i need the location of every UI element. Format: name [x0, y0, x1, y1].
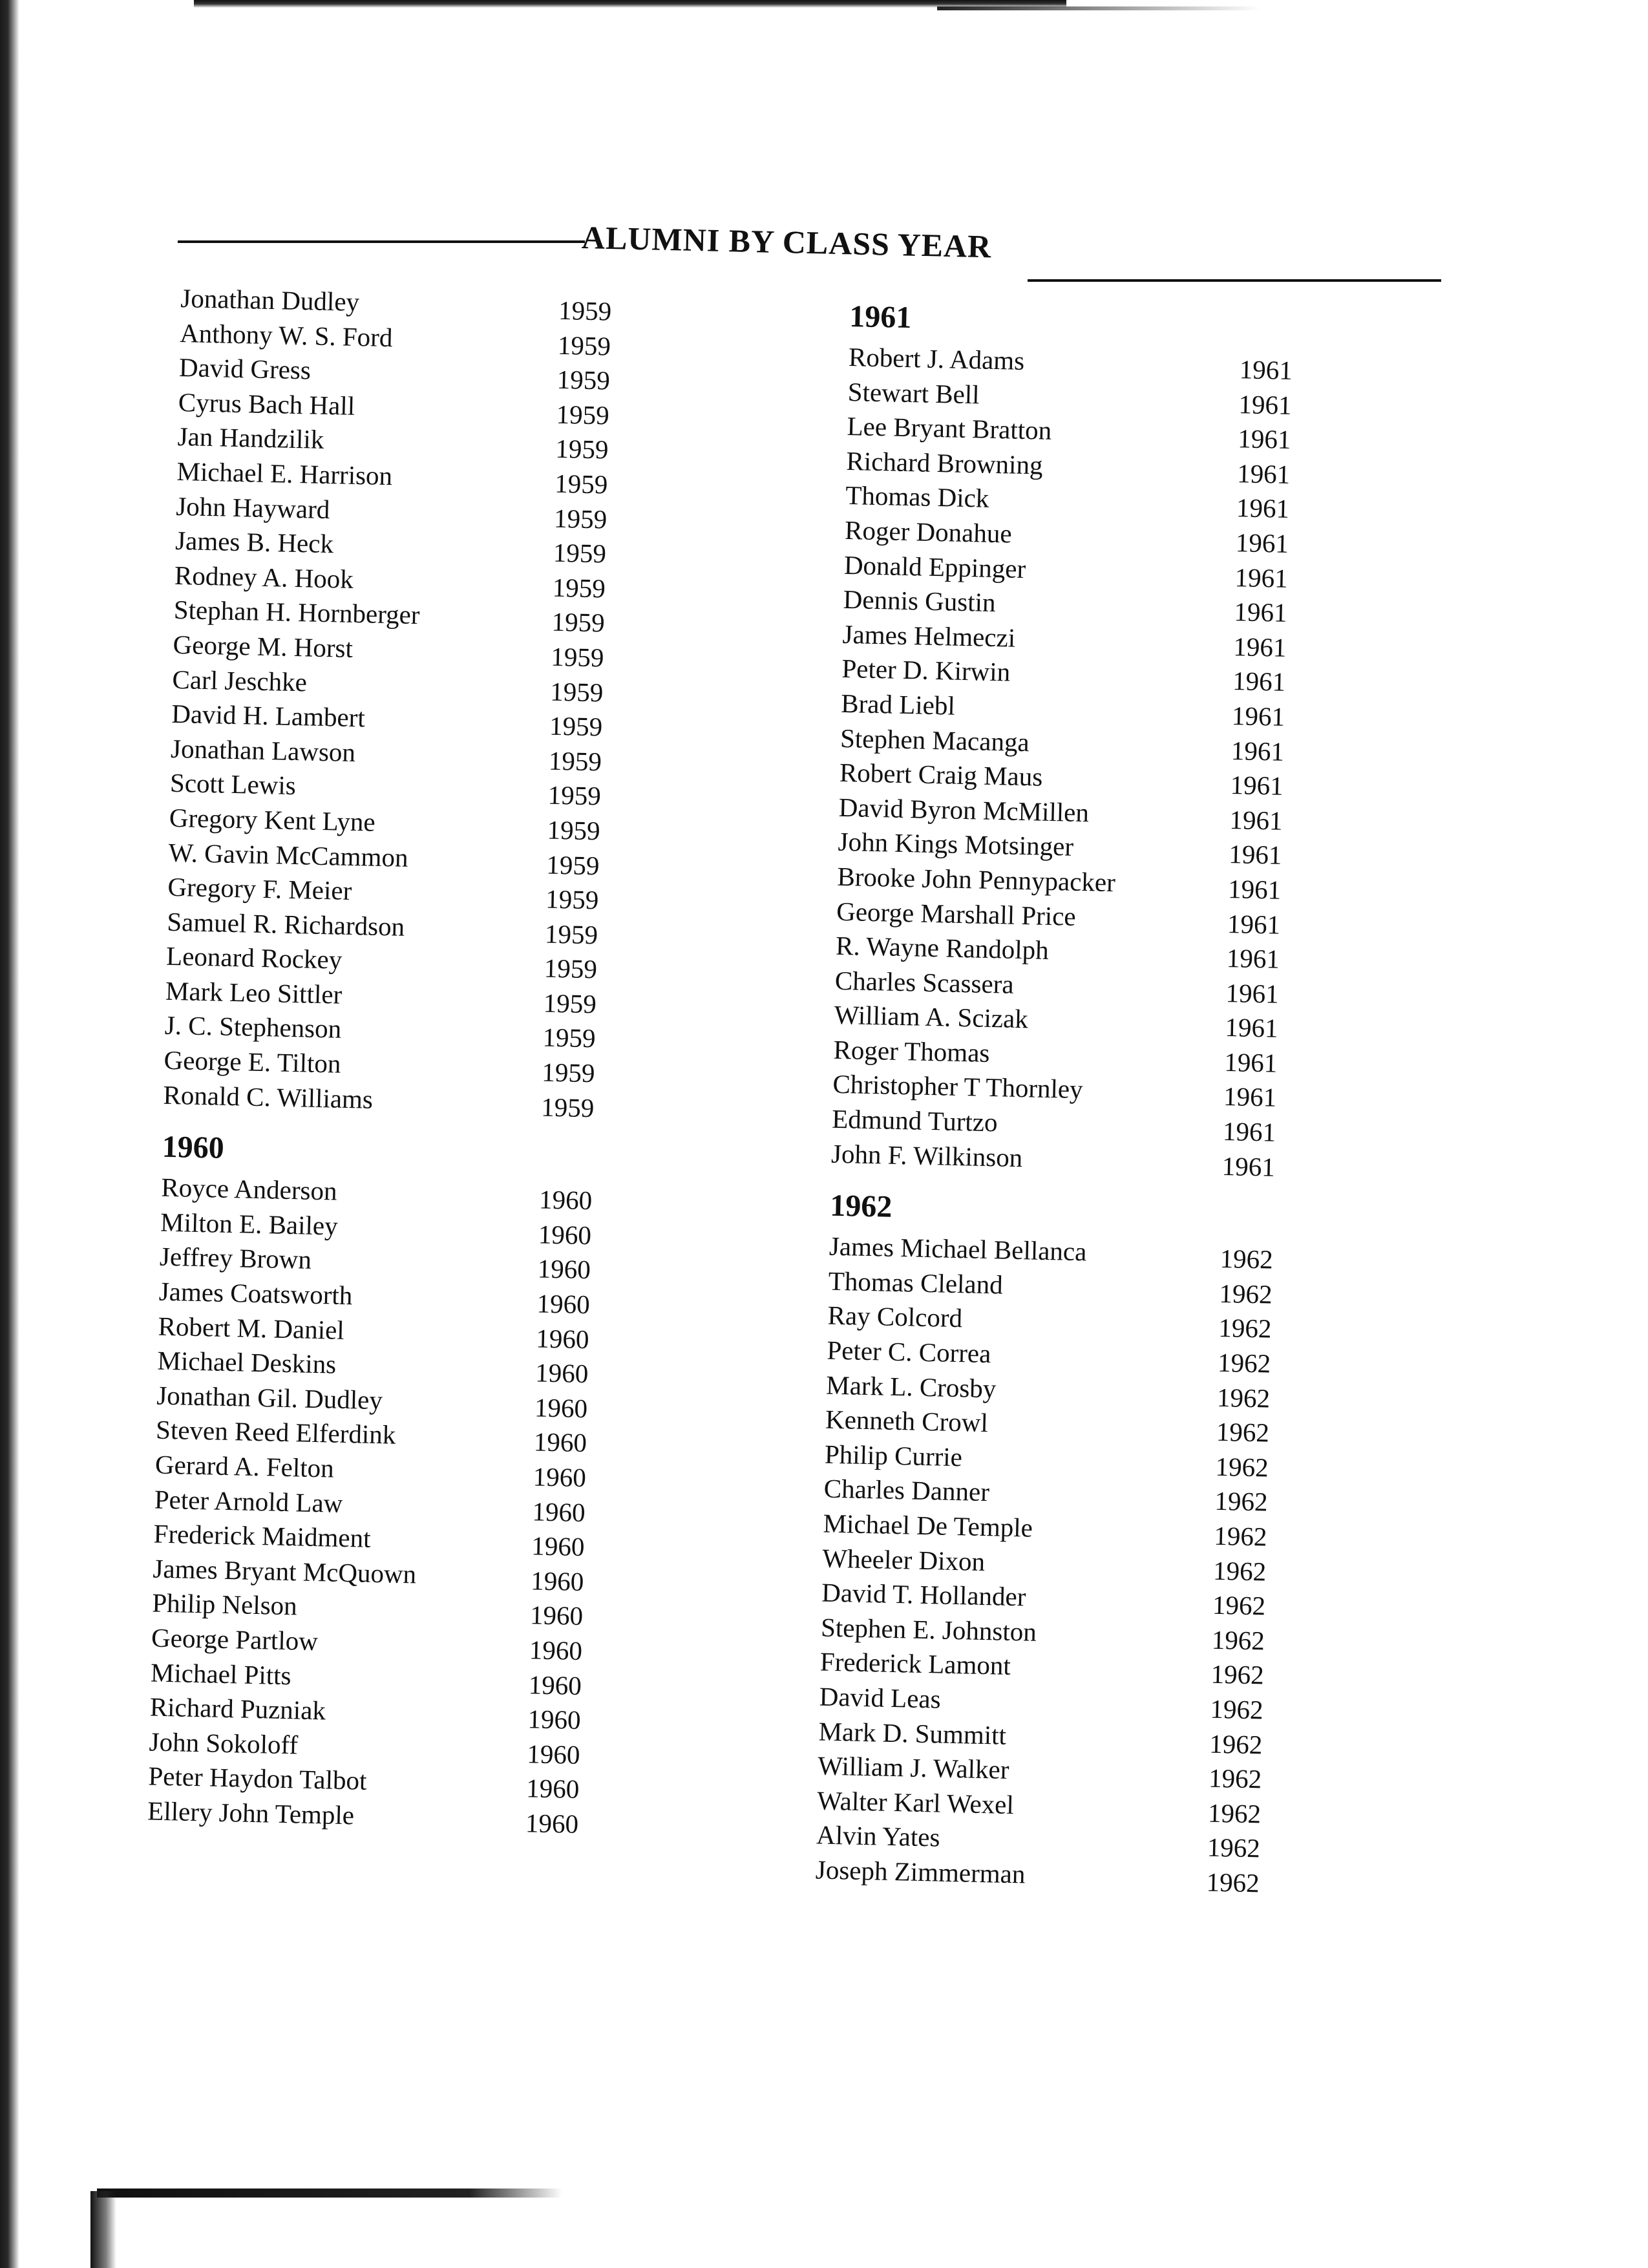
alumni-class-year: 1961: [1234, 562, 1289, 593]
alumni-name: Mark D. Summitt: [818, 1716, 1007, 1750]
alumni-class-year: 1960: [533, 1426, 587, 1458]
class-year-heading: 1962: [829, 1188, 893, 1225]
alumni-name: Royce Anderson: [160, 1172, 338, 1206]
alumni-name: Peter Arnold Law: [154, 1484, 343, 1518]
alumni-class-year: 1962: [1214, 1486, 1269, 1517]
alumni-class-year: 1960: [525, 1808, 579, 1839]
alumni-class-year: 1961: [1225, 1012, 1279, 1043]
alumni-name: Michael E. Harrison: [176, 456, 393, 491]
alumni-class-year: 1962: [1219, 1278, 1273, 1309]
left-column: [147, 281, 892, 1844]
alumni-class-year: 1960: [530, 1565, 584, 1596]
alumni-class-year: 1959: [557, 330, 611, 361]
alumni-name: Frederick Lamont: [819, 1646, 1011, 1681]
alumni-name: Stephen Macanga: [840, 723, 1030, 757]
alumni-class-year: 1959: [556, 399, 610, 430]
alumni-name: David Leas: [819, 1681, 942, 1714]
alumni-class-year: 1962: [1218, 1313, 1272, 1344]
alumni-class-year: 1961: [1228, 839, 1282, 871]
alumni-class-year: 1959: [542, 1022, 597, 1054]
alumni-class-year: 1961: [1223, 1046, 1278, 1078]
alumni-class-year: 1960: [534, 1357, 589, 1389]
right-column: [815, 299, 1560, 1903]
alumni-name: James Michael Bellanca: [829, 1231, 1087, 1267]
alumni-class-year: 1962: [1207, 1832, 1261, 1863]
alumni-class-year: 1961: [1232, 631, 1287, 662]
alumni-class-year: 1960: [529, 1600, 584, 1631]
alumni-class-year: 1960: [526, 1738, 580, 1770]
alumni-class-year: 1961: [1227, 908, 1281, 940]
alumni-name: Edmund Turtzo: [831, 1103, 998, 1138]
alumni-name: Christopher T Thornley: [832, 1069, 1084, 1105]
alumni-name: Thomas Dick: [845, 480, 989, 514]
alumni-name: Jeffrey Brown: [159, 1242, 312, 1275]
alumni-name: George Marshall Price: [836, 896, 1077, 931]
alumni-class-year: 1960: [533, 1461, 587, 1493]
alumni-class-year: 1962: [1213, 1520, 1267, 1552]
alumni-name: David Byron McMillen: [838, 792, 1090, 827]
alumni-class-year: 1959: [545, 849, 600, 880]
alumni-class-year: 1962: [1216, 1417, 1270, 1448]
alumni-name: Robert J. Adams: [848, 341, 1025, 376]
alumni-class-year: 1962: [1217, 1347, 1271, 1379]
alumni-name: Alvin Yates: [816, 1819, 940, 1852]
alumni-name: Gregory F. Meier: [167, 871, 352, 906]
alumni-class-year: 1962: [1208, 1763, 1262, 1794]
alumni-class-year: 1959: [547, 814, 601, 846]
alumni-name: Charles Scassera: [834, 965, 1015, 999]
alumni-name: Charles Danner: [823, 1473, 990, 1507]
alumni-name: Walter Karl Wexel: [816, 1785, 1015, 1819]
alumni-name: Peter Haydon Talbot: [148, 1761, 367, 1796]
alumni-name: Philip Nelson: [151, 1587, 298, 1621]
alumni-name: James Coatsworth: [158, 1276, 353, 1311]
alumni-class-year: 1961: [1225, 977, 1280, 1009]
alumni-name: Joseph Zimmerman: [815, 1854, 1026, 1889]
page-title: ALUMNI BY CLASS YEAR: [581, 219, 992, 265]
alumni-name: W. Gavin McCammon: [168, 837, 409, 873]
alumni-name: John F. Wilkinson: [830, 1138, 1023, 1172]
class-year-section: [831, 299, 1561, 1187]
alumni-name: Michael Deskins: [157, 1345, 337, 1379]
alumni-name: James B. Heck: [174, 525, 334, 559]
alumni-name: Mark L. Crosby: [825, 1370, 997, 1403]
alumni-name: Scott Lewis: [169, 768, 297, 801]
header-rule-right: [1028, 279, 1441, 282]
alumni-name: Brad Liebl: [840, 688, 956, 721]
alumni-class-year: 1962: [1212, 1589, 1266, 1621]
alumni-class-year: 1960: [538, 1184, 593, 1216]
alumni-class-year: 1962: [1212, 1555, 1267, 1587]
alumni-name: Mark Leo Sittler: [165, 975, 343, 1010]
alumni-class-year: 1961: [1236, 458, 1291, 489]
alumni-class-year: 1962: [1220, 1244, 1274, 1275]
alumni-name: Jonathan Dudley: [180, 282, 360, 317]
alumni-name: Richard Puzniak: [149, 1691, 326, 1726]
alumni-class-year: 1959: [548, 745, 602, 777]
alumni-class-year: 1959: [549, 710, 603, 742]
alumni-class-year: 1961: [1236, 493, 1290, 524]
alumni-class-year: 1961: [1234, 597, 1288, 628]
alumni-name: Peter D. Kirwin: [841, 653, 1011, 687]
scan-edge-bottom: [97, 2189, 562, 2198]
alumni-class-year: 1960: [538, 1219, 592, 1251]
alumni-class-year: 1959: [541, 1057, 595, 1088]
alumni-name: Lee Bryant Bratton: [847, 411, 1052, 446]
alumni-name: Cyrus Bach Hall: [178, 387, 355, 421]
alumni-name: William A. Scizak: [834, 1000, 1029, 1034]
alumni-name: J. C. Stephenson: [164, 1010, 342, 1044]
alumni-name: John Kings Motsinger: [838, 827, 1074, 862]
alumni-class-year: 1961: [1231, 700, 1285, 732]
alumni-name: Peter C. Correa: [827, 1335, 991, 1369]
alumni-name: George M. Horst: [173, 629, 354, 663]
alumni-name: Donald Eppinger: [843, 549, 1026, 584]
alumni-name: Samuel R. Richardson: [166, 906, 405, 942]
class-year-section: [163, 281, 892, 1128]
alumni-name: George Partlow: [151, 1622, 319, 1657]
class-year-heading: 1960: [162, 1129, 225, 1166]
alumni-name: Stephan H. Hornberger: [173, 595, 420, 630]
alumni-name: Stewart Bell: [847, 376, 980, 410]
alumni-name: Michael Pitts: [150, 1657, 292, 1690]
alumni-class-year: 1962: [1210, 1659, 1265, 1690]
header-rule-left: [178, 240, 585, 243]
scan-edge-left: [0, 0, 19, 2268]
alumni-class-year: 1960: [536, 1288, 591, 1320]
alumni-name: John Sokoloff: [149, 1726, 299, 1760]
alumni-name: Richard Browning: [846, 445, 1044, 480]
alumni-class-year: 1959: [558, 295, 612, 326]
alumni-name: Leonard Rockey: [165, 941, 343, 975]
alumni-class-year: 1960: [534, 1392, 588, 1423]
alumni-class-year: 1959: [544, 918, 598, 949]
alumni-class-year: 1959: [547, 779, 602, 811]
alumni-class-year: 1959: [550, 641, 604, 673]
alumni-name: Michael De Temple: [823, 1508, 1033, 1543]
alumni-name: Roger Thomas: [833, 1034, 990, 1068]
alumni-class-year: 1962: [1207, 1797, 1262, 1829]
alumni-name: David Gress: [178, 352, 312, 385]
alumni-class-year: 1961: [1223, 1081, 1277, 1113]
alumni-class-year: 1959: [551, 606, 606, 638]
alumni-name: Thomas Cleland: [828, 1266, 1004, 1300]
class-year-heading: 1961: [849, 299, 912, 335]
alumni-class-year: 1959: [554, 468, 608, 500]
scan-edge-top-right: [937, 6, 1260, 10]
alumni-class-year: 1961: [1221, 1150, 1276, 1182]
alumni-class-year: 1961: [1229, 804, 1284, 836]
alumni-class-year: 1960: [527, 1704, 582, 1735]
alumni-class-year: 1960: [525, 1773, 580, 1805]
alumni-class-year: 1959: [545, 884, 599, 915]
alumni-class-year: 1959: [553, 537, 607, 569]
alumni-class-year: 1959: [556, 364, 611, 396]
alumni-class-year: 1962: [1211, 1624, 1265, 1656]
alumni-class-year: 1961: [1230, 770, 1284, 801]
alumni-class-year: 1962: [1206, 1867, 1260, 1898]
alumni-name: James Bryant McQuown: [153, 1553, 417, 1589]
alumni-class-year: 1960: [528, 1669, 582, 1701]
alumni-class-year: 1960: [537, 1253, 591, 1285]
alumni-class-year: 1961: [1226, 943, 1280, 974]
alumni-class-year: 1959: [549, 676, 604, 707]
alumni-class-year: 1959: [553, 503, 607, 535]
alumni-name: Ronald C. Williams: [163, 1079, 374, 1114]
alumni-name: Gregory Kent Lyne: [169, 802, 376, 837]
alumni-class-year: 1960: [532, 1496, 586, 1527]
alumni-class-year: 1961: [1237, 423, 1291, 455]
alumni-class-year: 1960: [531, 1531, 585, 1562]
scan-edge-bottom-corner: [90, 2191, 116, 2268]
alumni-name: Kenneth Crowl: [825, 1404, 989, 1438]
alumni-class-year: 1962: [1209, 1728, 1263, 1760]
class-year-section: [147, 1129, 873, 1844]
alumni-class-year: 1961: [1239, 354, 1293, 385]
alumni-class-year: 1962: [1216, 1382, 1271, 1414]
alumni-name: John Hayward: [175, 491, 330, 524]
alumni-name: Stephen E. Johnston: [820, 1612, 1037, 1647]
alumni-name: Brooke John Pennypacker: [836, 861, 1116, 898]
alumni-name: Ellery John Temple: [147, 1796, 355, 1830]
alumni-class-year: 1961: [1222, 1116, 1276, 1147]
alumni-name: James Helmeczi: [842, 619, 1016, 653]
alumni-name: Dennis Gustin: [843, 584, 997, 618]
alumni-class-year: 1961: [1231, 735, 1285, 767]
alumni-name: Philip Currie: [824, 1439, 963, 1472]
alumni-name: Rodney A. Hook: [174, 560, 354, 594]
alumni-class-year: 1961: [1232, 666, 1286, 697]
alumni-name: David T. Hollander: [821, 1577, 1026, 1612]
alumni-name: Jan Handzilik: [177, 421, 324, 455]
alumni-class-year: 1959: [544, 953, 598, 984]
alumni-name: Jonathan Gil. Dudley: [156, 1380, 383, 1415]
alumni-name: William J. Walker: [817, 1750, 1009, 1785]
alumni-class-year: 1961: [1235, 527, 1289, 558]
alumni-name: Ray Colcord: [827, 1300, 963, 1333]
alumni-name: R. Wayne Randolph: [835, 930, 1050, 966]
alumni-class-year: 1959: [552, 572, 606, 604]
alumni-class-year: 1961: [1227, 873, 1282, 905]
alumni-name: George E. Tilton: [164, 1044, 341, 1079]
alumni-class-year: 1959: [543, 988, 597, 1019]
alumni-class-year: 1962: [1215, 1451, 1269, 1483]
alumni-class-year: 1959: [555, 434, 609, 465]
alumni-name: David H. Lambert: [171, 698, 366, 733]
class-year-section: [815, 1188, 1541, 1903]
alumni-class-year: 1962: [1210, 1693, 1264, 1725]
alumni-name: Steven Reed Elferdink: [155, 1414, 396, 1450]
alumni-name: Jonathan Lawson: [170, 733, 356, 767]
alumni-name: Wheeler Dixon: [821, 1543, 986, 1576]
alumni-class-year: 1960: [529, 1635, 583, 1666]
alumni-name: Robert M. Daniel: [158, 1311, 345, 1345]
alumni-name: Robert Craig Maus: [839, 757, 1043, 792]
alumni-name: Roger Donahue: [844, 514, 1013, 549]
alumni-class-year: 1959: [540, 1092, 595, 1123]
alumni-name: Milton E. Bailey: [160, 1207, 339, 1241]
alumni-class-year: 1960: [535, 1323, 589, 1354]
alumni-name: Anthony W. S. Ford: [179, 317, 393, 352]
alumni-name: Carl Jeschke: [172, 664, 308, 697]
alumni-name: Gerard A. Felton: [154, 1449, 335, 1483]
alumni-class-year: 1961: [1238, 388, 1293, 420]
alumni-name: Frederick Maidment: [153, 1518, 372, 1554]
scan-edge-top: [194, 0, 1066, 8]
